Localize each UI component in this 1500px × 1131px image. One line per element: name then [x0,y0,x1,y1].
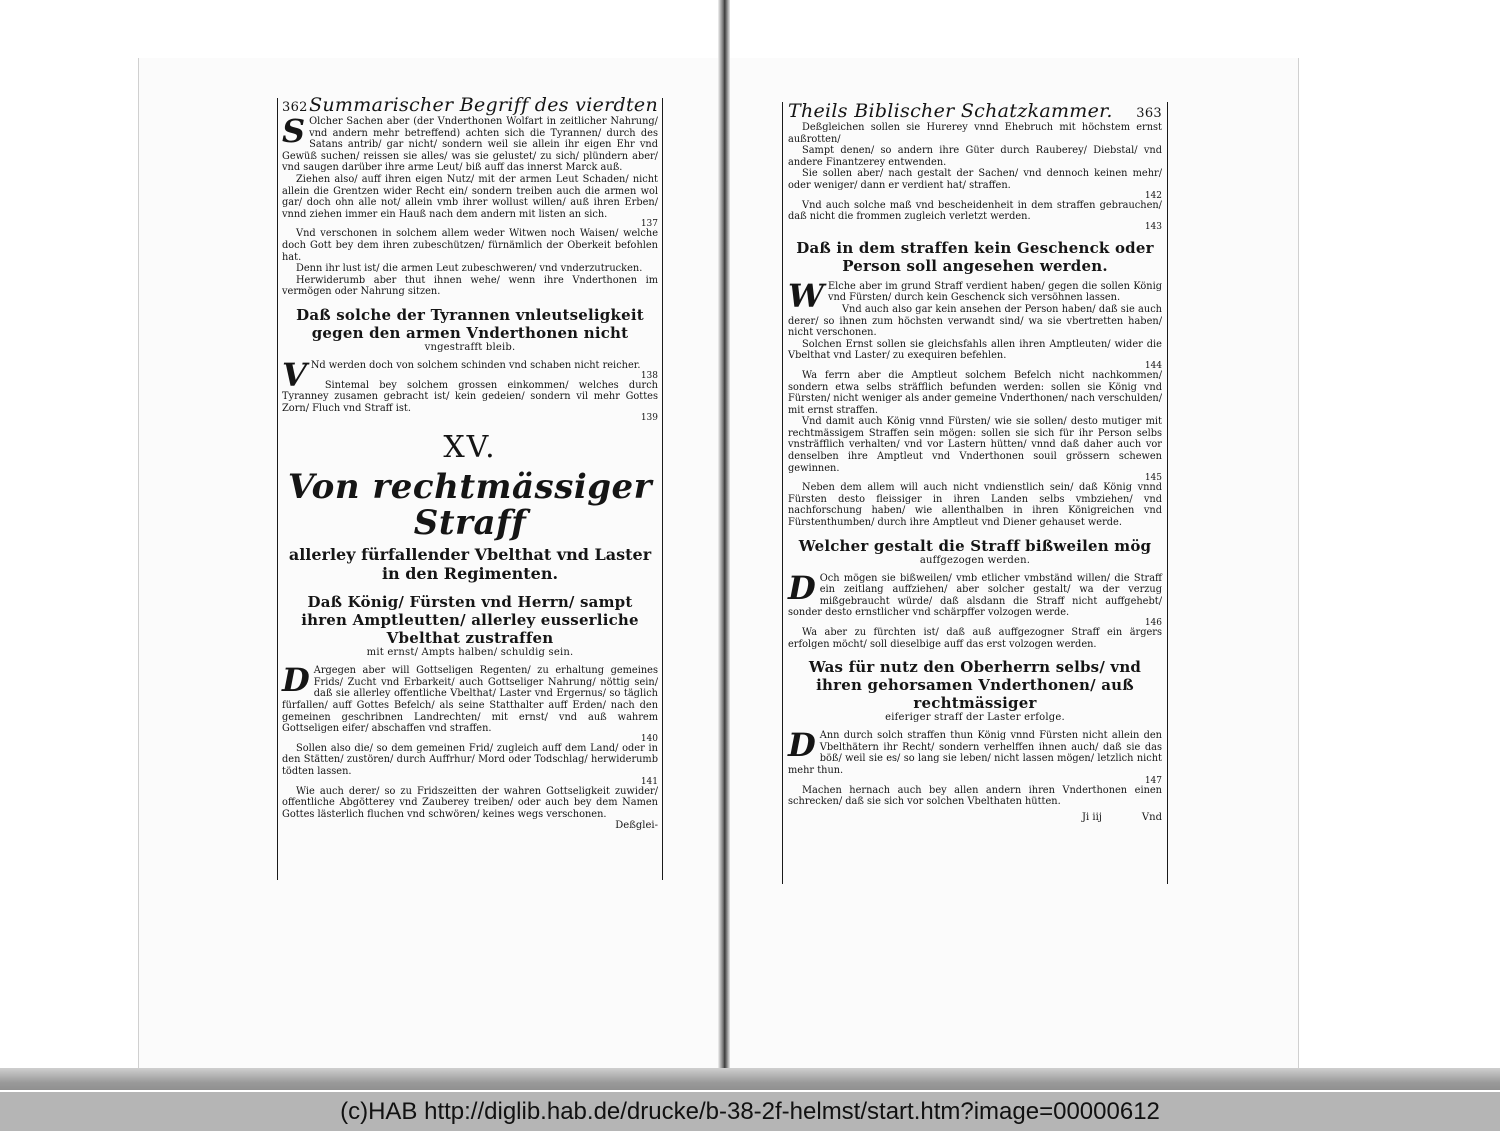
paragraph [788,568,1162,619]
paragraph [282,112,658,174]
verse-number: 145 [1144,473,1162,484]
right-paragraphs-4 [788,726,1162,808]
paragraph-text: Deßgleichen sollen sie Hurerey vnnd Ehebruch mit höchstem ernst außrotten/ [788,122,1162,145]
paragraph [788,785,1162,808]
paragraph [282,174,658,220]
paragraph-text: Denn ihr lust ist/ die armen Leut zubeschweren/ vnd vnderzutrucken. [296,263,643,275]
paragraph-text: Ann durch solch straffen thun König vnnd Fürsten nicht allein den Vbelthätern ihr Recht/ sondern verhelffen ihnen auch/ daß sie das böß/ weil sie es/ so lang sie leben/ nicht lassen mögen/ letzlich nicht mehr thun. [788,730,1162,776]
paragraph [788,370,1162,416]
paragraph-text: Wie auch derer/ so zu Fridszeitten der wahren Gottseligkeit zuwider/ offentliche Abgötterey vnd Zauberey treiben/ oder auch bey dem Namen Gottes lästerlich fluchen vnd schwören/ keines wegs verschonen. [282,785,658,820]
verse-number: 137 [640,219,658,230]
paragraph [788,482,1162,528]
paragraph [282,275,658,298]
paragraph-text: Wa ferrn aber die Amptleut solchem Befelch nicht nachkommen/ sondern etwa selbs sträfflich befunden werden: sollen sie König vnd Fürsten/ nicht weniger als ander gemeine Vnderthonen/ nach verschulden/ mit ernst straffen. [788,369,1162,416]
right-paragraphs-2 [788,276,1162,529]
paragraph [282,380,658,415]
heading-title: Daß König/ Fürsten vnd Herrn/ sampt ihren Amptleutten/ allerley eusserliche Vbelthat zustraffen [301,593,639,648]
section-heading [282,593,658,659]
paragraph-text: Ziehen also/ auff ihren eigen Nutz/ mit der armen Leut Schaden/ nicht allein die Grentzen wider Recht ein/ sondern treiben auch die armen wol gar/ doch ohn alle not/ allein vmb ihrer wollust willen/ auß ihren Erben/ vnnd ziehen immer ein Hauß nach dem andern mit listen an sich. [282,173,658,220]
chapter-title: Von rechtmässiger Straff [287,467,653,544]
heading-title: Daß in dem straffen kein Geschenck oder Person soll angesehen werden. [796,238,1154,275]
paragraph [788,122,1162,145]
catchword: Deßglei- [615,820,658,832]
left-paragraphs-3 [282,661,658,820]
paragraph-text: Sintemal bey solchem grossen einkommen/ welches durch Tyranney zusamen gebracht ist/ kein gedeien/ sondern vil mehr Gottes Zorn/ Fluch vnd Straff ist. [282,379,658,414]
chapter-subtitle: allerley fürfallender Vbelthat vnd Laster in den Regimenten. [288,545,652,584]
paragraph-text: Elche aber im grund Straff verdient haben/ gegen die sollen König vnd Fürsten/ durch kein Geschenck sich versöhnen lassen. [827,280,1162,304]
paragraph [282,263,658,275]
section-heading [788,658,1162,724]
book-spine [718,0,730,1075]
heading-title: Welcher gestalt die Straff bißweilen mög [798,536,1152,555]
paragraph-text: Argegen aber will Gottseligen Regenten/ zu erhaltung gemeines Frids/ Zucht vnd Erbarkeit/ auch Gottseliger Nahrung/ nöttig sein/ daß sie allerley offentliche Vbelthat/ Laster vnd Ergernus/ so täglich fürfallen/ auff Gottes Befelch/ als seine Statthalter auff Erden/ nach den gemeinen geschribnen Landrechten/ mit ernst/ vnd auß wahrem Gottseligen eifer/ abschaffen vnd straffen. [282,665,658,735]
paragraph-text: Vnd auch also gar kein ansehen der Person haben/ daß sie auch derer/ so ihnen zum höchsten verwandt sind/ wa sie vbertretten haben/ nicht verschonen. [788,303,1162,339]
verse-number: 138 [640,370,658,381]
paragraph [788,416,1162,474]
drop-initial: V [282,355,307,394]
left-paragraphs-2 [282,355,658,424]
paragraph-text: Wa aber zu fürchten ist/ daß auß auffgezogner Straff ein ärgers erfolgen möcht/ soll dieselbige auff das erst volzogen werden. [788,627,1162,650]
section-heading [788,537,1162,567]
paragraph [788,276,1162,315]
drop-initial: D [282,661,310,700]
verse-number: 142 [1144,190,1162,201]
paragraph [282,786,658,821]
left-paragraphs-1 [282,112,658,298]
page-number: 363 [1136,106,1162,121]
section-heading [788,239,1162,275]
signature-mark: Ji iij [1082,811,1102,823]
heading-title: Was für nutz den Oberherrn selbs/ vnd ihren gehorsamen Vnderthonen/ auß rechtmässiger [808,658,1142,713]
paragraph-text: Vnd auch solche maß vnd bescheidenheit in dem straffen gebrauchen/ daß nicht die frommen zugleich verletzt werden. [788,199,1162,223]
paragraph-text: Sampt denen/ so andern ihre Güter durch Rauberey/ Diebstal/ vnd andere Finantzerey entwenden. [788,145,1162,168]
paragraph [282,661,658,735]
heading-title: Daß solche der Tyrannen vnleutseligkeit gegen den armen Vnderthonen nicht [296,305,644,342]
paragraph-text: Solchen Ernst sollen sie gleichsfahls allen ihren Amptleuten/ wider die Vbelthat vnd Laster/ zu exequiren befehlen. [788,338,1162,362]
paragraph-text: Sollen also die/ so dem gemeinen Frid/ zugleich auff dem Land/ oder in den Stätten/ zustören/ durch Auffrhur/ Mord oder Todschlag/ herwiderumb tödten lassen. [282,742,658,778]
footer-credit-bar [0,1092,1500,1131]
catchword: Vnd [1141,811,1162,823]
section-heading [282,306,658,354]
chapter-number: XV. [443,430,497,466]
paragraph [788,339,1162,362]
drop-initial: D [788,726,816,765]
scan-bottom-shadow [0,1068,1500,1090]
verse-number: 141 [640,776,658,787]
drop-initial: S [282,112,306,150]
paragraph [788,627,1162,650]
paragraph [788,726,1162,776]
verse-number: 143 [1144,221,1162,232]
drop-initial: W [788,276,824,315]
paragraph-text: Vnd verschonen in solchem allem weder Witwen noch Waisen/ welche doch Gott bey dem ihren zubeschützen/ fürnämlich der Oberkeit befohlen hat. [282,228,658,263]
heading-subtitle: mit ernst/ Ampts halben/ schuldig sein. [366,647,574,659]
heading-subtitle: auffgezogen werden. [919,554,1031,566]
credit-text: (c)HAB http://diglib.hab.de/drucke/b-38-2f-helmst/start.htm?image=00000612 [340,1097,1160,1125]
paragraph [788,200,1162,223]
paragraph-text: Herwiderumb aber thut ihnen wehe/ wenn ihre Vnderthonen im vermögen oder Nahrung sitzen. [282,274,658,298]
left-text [282,94,658,831]
paragraph [788,168,1162,191]
paragraph-text: Machen hernach auch bey allen andern ihren Vnderthonen einen schrecken/ daß sie sich vor solchen Vbelthaten hütten. [788,784,1162,808]
paragraph-text: Neben dem allem will auch nicht vndienstlich sein/ daß König vnnd Fürsten desto fleissiger in ihren Landen selbs vmbziehen/ vnd nachforschung haben/ wie allenthalben in ihren Königreichen vnd Fürstenthumben/ durch ihre Amptleut vnd Diener gehauset werde. [788,482,1162,529]
drop-initial: D [788,568,816,607]
paragraph [788,304,1162,339]
verse-number: 147 [1144,775,1162,786]
paragraph [282,228,658,263]
paragraph-text: Och mögen sie bißweilen/ vmb etlicher vmbständ willen/ die Straff ein zeitlang auffziehen/ aber solcher gestalt/ wa der verzug mißgebraucht würde/ daß alsdann die Straff nicht auffgehebt/ sonder desto ernstlicher vnd schärpffer volzogen werde. [788,572,1162,619]
verse-number: 139 [640,413,658,424]
heading-subtitle: vngestrafft bleib. [424,341,516,353]
verse-number: 146 [1144,618,1162,628]
running-title: Theils Biblischer Schatzkammer. [788,100,1113,122]
paragraph-text: Nd werden doch von solchem schinden vnd schaben nicht reicher. [310,359,641,371]
paragraph [282,743,658,778]
right-header [788,100,1162,122]
paragraph [788,145,1162,168]
running-title: Summarischer Begriff des vierdten [309,94,658,116]
paragraph-text: Vnd damit auch König vnnd Fürsten/ wie sie sollen/ desto mutiger mit rechtmässigem Straffen sein mögen: sollen sie sich für ihr Person selbs vnsträfflich verhalten/ vnd vor Lastern hütten/ vnnd daß daher auch vor denselben ihre Amptleut vnd Vnderthonen souil grössern schewen gewinnen. [788,416,1162,474]
right-paragraphs-1 [788,122,1162,231]
right-text [788,100,1162,823]
paragraph-text: Sie sollen aber/ nach gestalt der Sachen/ vnd dennoch keinen mehr/ oder weniger/ dann er verdient hat/ straffen. [788,168,1162,191]
page-number: 362 [282,100,308,115]
right-paragraphs-3 [788,568,1162,651]
left-header [282,94,658,116]
heading-subtitle: eiferiger straff der Laster erfolge. [885,712,1065,724]
verse-number: 144 [1144,360,1162,371]
signature-line [788,812,1162,823]
verse-number: 140 [640,733,658,744]
paragraph-text: Olcher Sachen aber (der Vnderthonen Wolfart in zeitlicher Nahrung/ vnd andern mehr betreffend) achten sich die Tyrannen/ durch des Satans antrib/ gar nicht/ sondern weil sie allein ihr eigen Ehr vnd Gewüß suchen/ reissen sie alles/ was sie gelustet/ zu sich/ plündern aber/ vnd saugen darüber ihre arme Leut/ biß auff das innerst Marck auß. [282,116,658,174]
